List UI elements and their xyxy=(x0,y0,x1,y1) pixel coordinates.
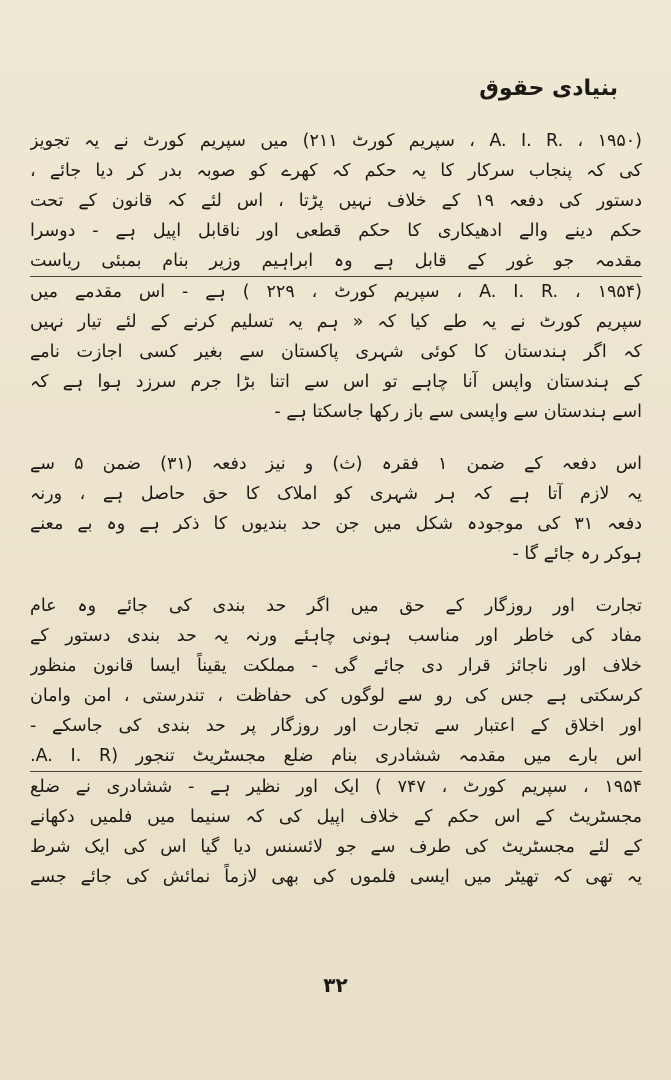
paragraph-spacer xyxy=(30,427,642,449)
text-line: سپریم کورٹ نے یہ طے کیا کہ « ہم یہ تسلیم کرنے کے لئے تیار نہیں xyxy=(30,312,642,332)
text-line: کی کہ پنجاب سرکار کا یہ حکم کہ کھرے کو صوبہ بدر کر دیا جائے ، xyxy=(30,161,642,181)
paragraph-3 xyxy=(30,591,642,892)
text-line: اس بارے میں مقدمہ ششادری بنام ضلع مجسٹریٹ تنجور (A. I. R. xyxy=(30,741,642,772)
text-line: کے لئے مجسٹریٹ کی طرف سے جو لائسنس دیا گیا اس کی ایک شرط xyxy=(30,837,642,857)
text-line: کرسکتی ہے جس کی رو سے لوگوں کی حفاظت ، تندرستی ، امن وامان xyxy=(30,686,642,706)
running-title: بنیادی حقوق xyxy=(479,76,618,101)
text-line: کے ہندستان واپس آنا چاہے تو اس سے اتنا بڑا جرم سرزد ہوا ہے کہ xyxy=(30,372,642,392)
paragraph-2 xyxy=(30,449,642,569)
text-line: اور اخلاق کے اعتبار سے تجارت اور روزگار پر حد بندی کی جاسکے - xyxy=(30,716,642,736)
text-line: دفعہ ۳۱ کی موجودہ شکل میں جن حد بندیوں کا ذکر ہے وہ بے معنے xyxy=(30,514,642,534)
text-line: اسے ہندستان سے واپسی سے باز رکھا جاسکتا ہے - xyxy=(274,402,642,422)
text-line: یہ تھی کہ تھیٹر میں ایسی فلموں کی بھی لازماً نمائش کی جائے جسے xyxy=(30,867,642,887)
text-line: مجسٹریٹ کے اس حکم کے خلاف اپیل کی کہ سنیما میں فلمیں دکھانے xyxy=(30,807,642,827)
text-line: حکم دینے والے ادھیکاری کا حکم قطعی اور ناقابل اپیل ہے - دوسرا xyxy=(30,221,642,241)
text-line: کہ اگر ہندستان کا کوئی شہری پاکستان سے بغیر کسی اجازت نامے xyxy=(30,342,642,362)
text-line: تجارت اور روزگار کے حق میں اگر حد بندی کی جائے وہ عام xyxy=(30,596,642,616)
text-line: ہوکر رہ جائے گا - xyxy=(512,544,642,564)
text-line: مفاد کی خاطر اور مناسب ہونی چاہئے ورنہ یہ حد بندی دستور کے xyxy=(30,626,642,646)
paragraph-1 xyxy=(30,126,642,427)
paragraph-spacer xyxy=(30,569,642,591)
text-line: خلاف اور ناجائز قرار دی جائے گی - مملکت یقیناً ایسا قانون منظور xyxy=(30,656,642,676)
body-text xyxy=(30,126,642,892)
text-line: مقدمہ جو غور کے قابل ہے وہ ابراہیم وزیر بنام بمبئی ریاست xyxy=(30,246,642,277)
text-line: (A. I. R. ، ۱۹۵۰ ، سپریم کورٹ ۲۱۱) میں سپریم کورٹ نے یہ تجویز xyxy=(30,131,642,151)
text-line: (A. I. R. ، ۱۹۵۴ ، سپریم کورٹ ، ۲۲۹ ) ہے - اس مقدمے میں xyxy=(30,282,642,302)
text-line: ۱۹۵۴ ، سپریم کورٹ ، ۷۴۷ ) ایک اور نظیر ہے - ششادری نے ضلع xyxy=(30,777,642,797)
text-line: اس دفعہ کے ضمن ۱ فقرہ (ث) و نیز دفعہ (۳۱) ضمن ۵ سے xyxy=(30,454,642,474)
text-line: دستور کی دفعہ ۱۹ کے خلاف نہیں پڑتا ، اس لئے کہ قانون کے تحت xyxy=(30,191,642,211)
page-number: ۳۲ xyxy=(323,973,348,997)
text-line: یہ لازم آتا ہے کہ ہر شہری کو املاک کا حق حاصل ہے ، ورنہ xyxy=(30,484,642,504)
